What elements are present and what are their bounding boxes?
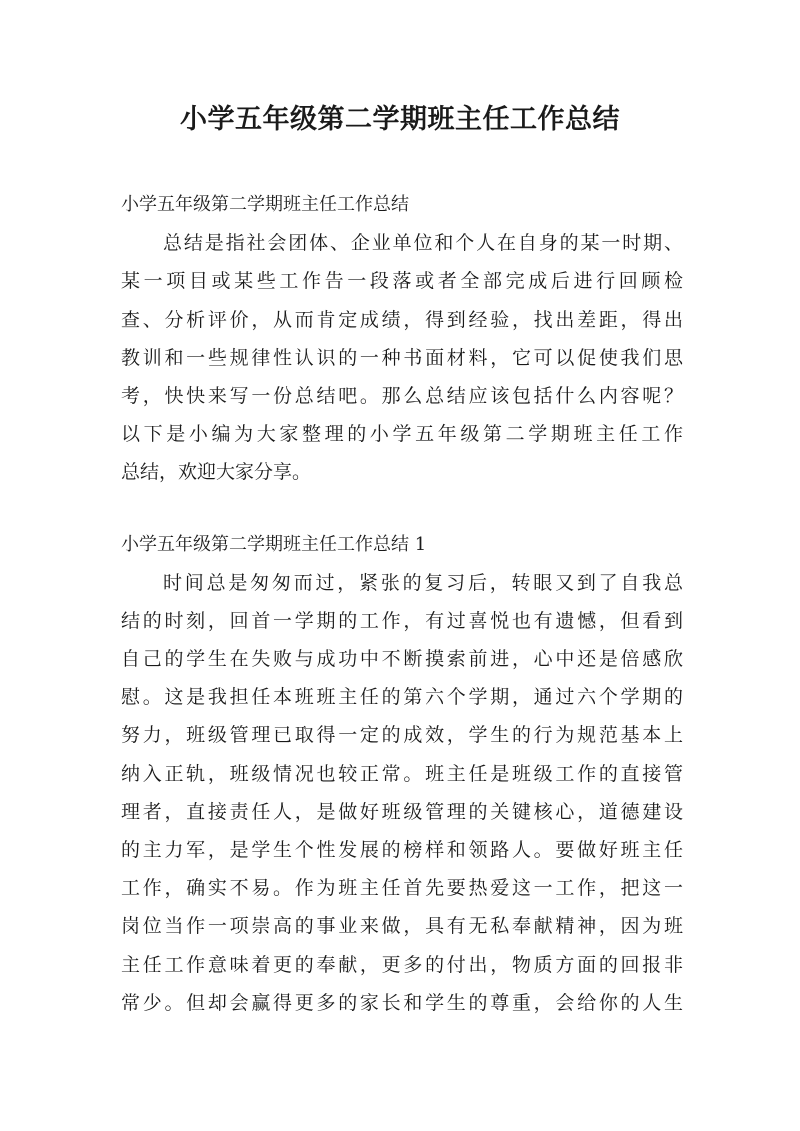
intro-heading: 小学五年级第二学期班主任工作总结 <box>121 194 409 215</box>
paragraph-line: 时间总是匆匆而过，紧张的复习后，转眼又到了自我总 <box>163 571 683 594</box>
paragraph-line: 的主力军，是学生个性发展的榜样和领路人。要做好班主任 <box>121 839 683 861</box>
section-1-paragraph <box>121 564 683 1022</box>
paragraph-line: 某一项目或某些工作告一段落或者全部完成后进行回顾检 <box>121 270 683 293</box>
paragraph-line: 考，快快来写一份总结吧。那么总结应该包括什么内容呢？ <box>121 384 683 407</box>
paragraph-line: 以下是小编为大家整理的小学五年级第二学期班主任工作 <box>121 423 683 446</box>
paragraph-line: 总结，欢迎大家分享。 <box>121 461 312 484</box>
paragraph-line: 查、分析评价，从而肯定成绩，得到经验，找出差距，得出 <box>121 308 683 331</box>
paragraph-line: 教训和一些规律性认识的一种书面材料，它可以促使我们思 <box>121 346 683 369</box>
paragraph-line: 纳入正轨，班级情况也较正常。班主任是班级工作的直接管 <box>121 762 683 785</box>
paragraph-line: 慰。这是我担任本班班主任的第六个学期，通过六个学期的 <box>121 686 683 709</box>
paragraph-line: 结的时刻，回首一学期的工作，有过喜悦也有遗憾，但看到 <box>121 609 683 632</box>
intro-paragraph <box>121 224 683 491</box>
paragraph-line: 努力，班级管理已取得一定的成效，学生的行为规范基本上 <box>121 724 683 747</box>
paragraph-line: 理者，直接责任人，是做好班级管理的关键核心，道德建设 <box>121 800 683 823</box>
document-body <box>121 186 683 1022</box>
paragraph-line: 主任工作意味着更的奉献，更多的付出，物质方面的回报非 <box>121 953 683 976</box>
paragraph-line: 岗位当作一项崇高的事业来做，具有无私奉献精神，因为班 <box>121 915 683 938</box>
paragraph-line: 总结是指社会团体、企业单位和个人在自身的某一时期、 <box>163 232 683 255</box>
paragraph-line: 自己的学生在失败与成功中不断摸索前进，心中还是倍感欣 <box>121 648 683 671</box>
section-1-heading: 小学五年级第二学期班主任工作总结 1 <box>121 533 427 555</box>
paragraph-line: 工作，确实不易。作为班主任首先要热爱这一工作，把这一 <box>121 877 683 900</box>
paragraph-line: 常少。但却会赢得更多的家长和学生的尊重，会给你的人生 <box>121 991 683 1014</box>
document-title: 小学五年级第二学期班主任工作总结 <box>180 104 620 135</box>
paragraph-gap <box>121 492 683 526</box>
